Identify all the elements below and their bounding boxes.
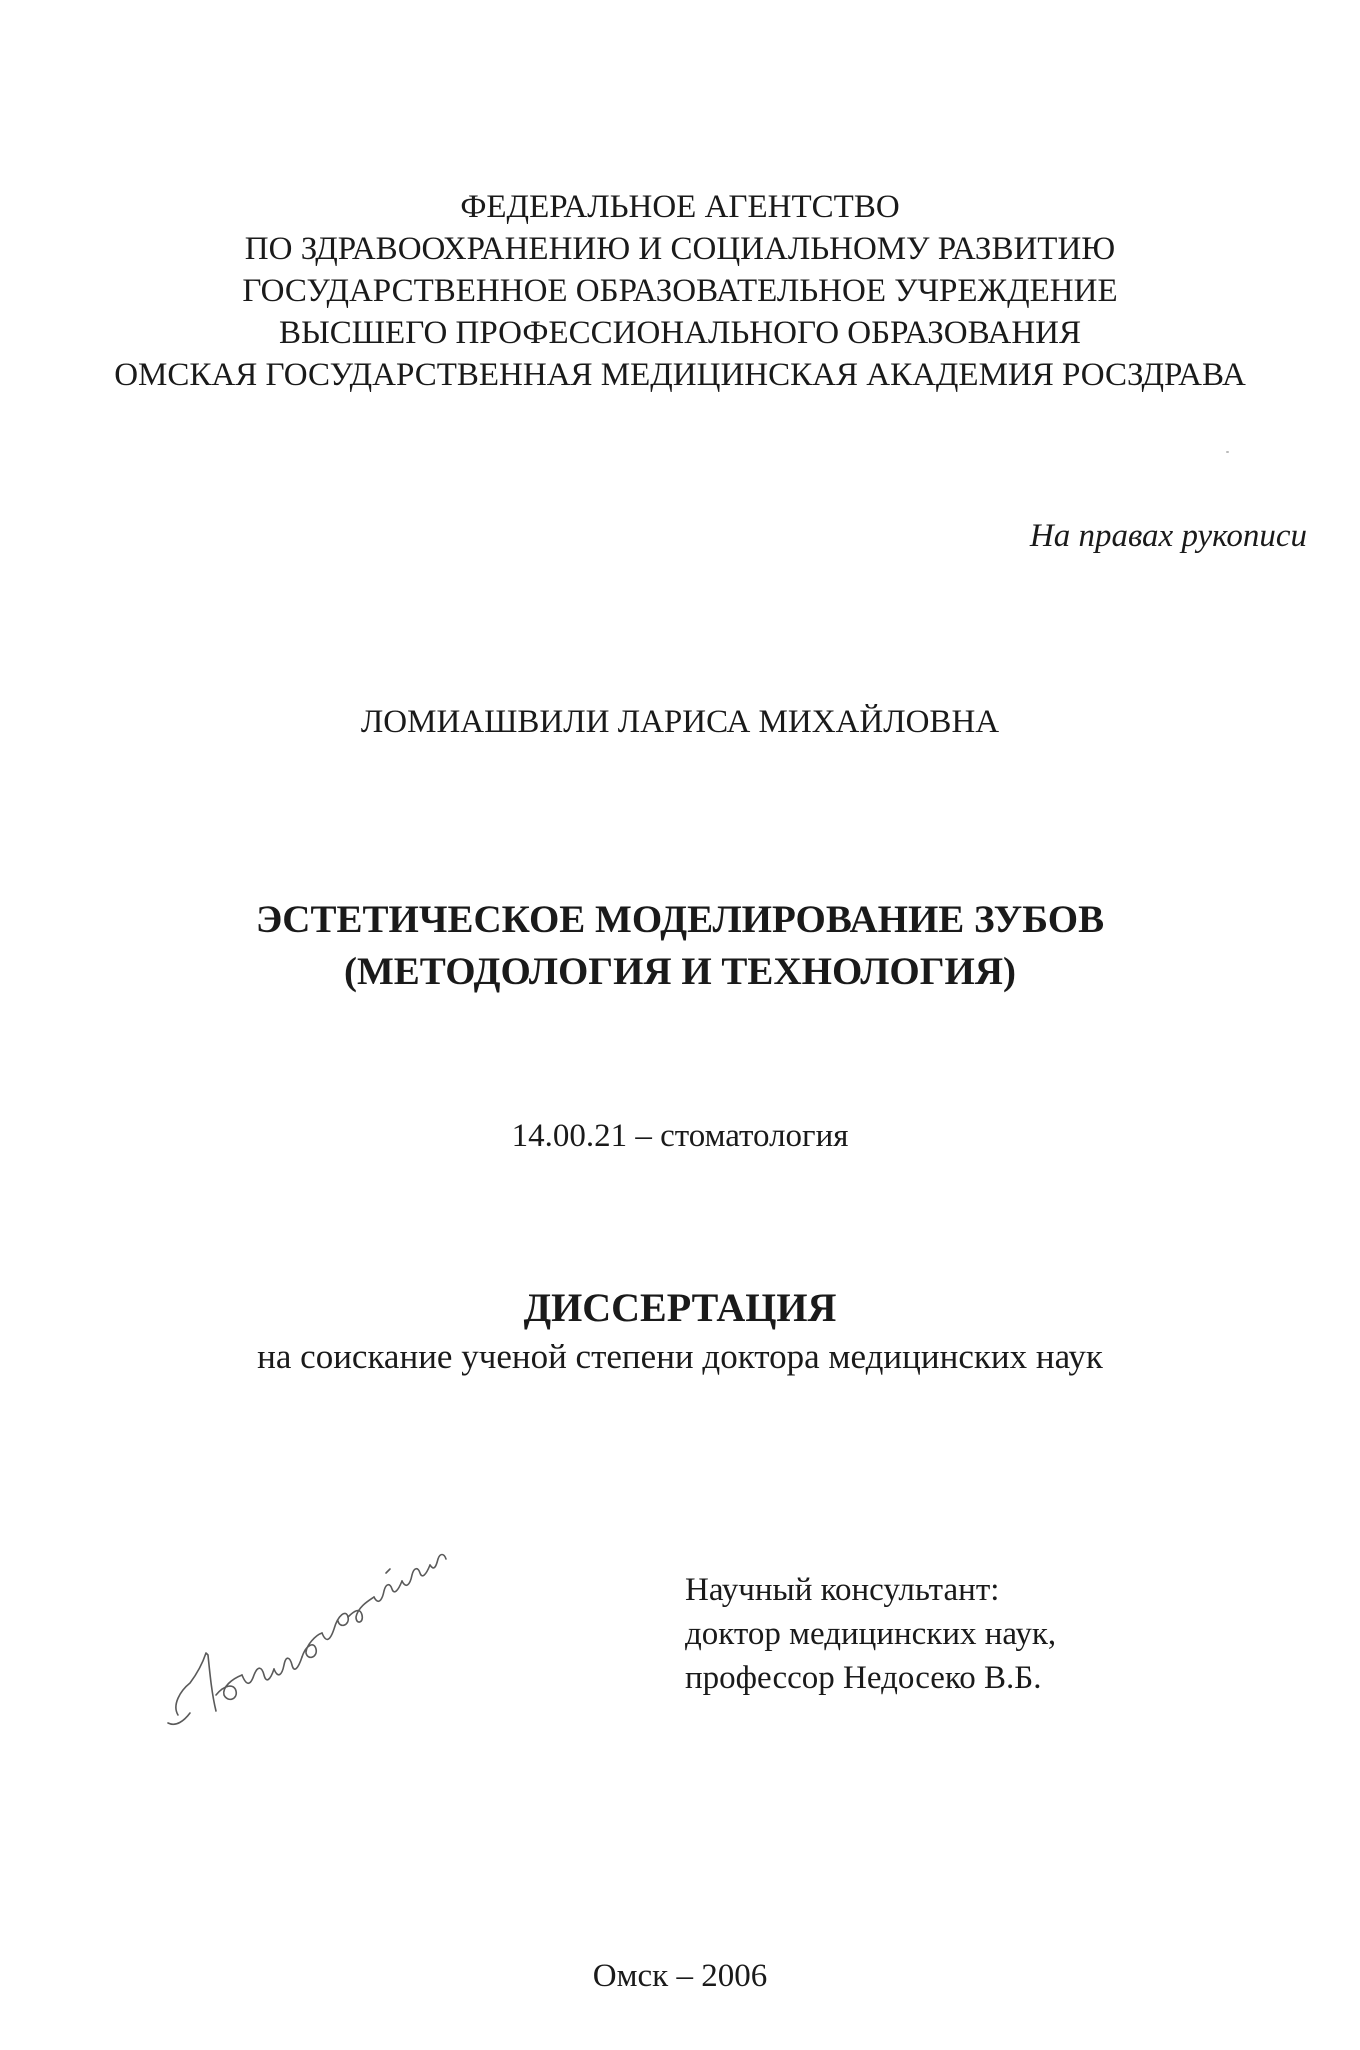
title-line: (МЕТОДОЛОГИЯ И ТЕХНОЛОГИЯ) [343, 950, 1017, 993]
dissertation-title [0, 894, 1360, 998]
author-name: ЛОМИАШВИЛИ ЛАРИСА МИХАЙЛОВНА [360, 704, 1000, 740]
title-line: ЭСТЕТИЧЕСКОЕ МОДЕЛИРОВАНИЕ ЗУБОВ [255, 898, 1105, 941]
degree-statement: на соискание ученой степени доктора медицинских наук [257, 1337, 1103, 1376]
header-line: ПО ЗДРАВООХРАНЕНИЮ И СОЦИАЛЬНОМУ РАЗВИТИЮ [244, 231, 1116, 267]
consultant-line: доктор медицинских наук, [685, 1616, 1057, 1652]
header-line: ВЫСШЕГО ПРОФЕССИОНАЛЬНОГО ОБРАЗОВАНИЯ [278, 315, 1082, 351]
header-line: ГОСУДАРСТВЕННОЕ ОБРАЗОВАТЕЛЬНОЕ УЧРЕЖДЕНИЕ [242, 273, 1118, 309]
rights-note: На правах рукописи [1029, 518, 1307, 554]
scan-speck [1226, 451, 1229, 453]
document-type: ДИССЕРТАЦИЯ [523, 1285, 837, 1330]
scientific-consultant [685, 1568, 1056, 1700]
header-line: ОМСКАЯ ГОСУДАРСТВЕННАЯ МЕДИЦИНСКАЯ АКАДЕМИЯ РОСЗДРАВА [114, 357, 1246, 393]
handwritten-signature [150, 1515, 470, 1735]
signature-strokes [168, 1555, 446, 1725]
header-line: ФЕДЕРАЛЬНОЕ АГЕНТСТВО [460, 189, 900, 225]
specialty-code: 14.00.21 – стоматология [511, 1118, 849, 1154]
consultant-line: профессор Недосеко В.Б. [685, 1660, 1042, 1696]
institution-header [0, 186, 1360, 396]
consultant-line: Научный консультант: [685, 1572, 1000, 1608]
city-year: Омск – 2006 [592, 1958, 768, 1994]
